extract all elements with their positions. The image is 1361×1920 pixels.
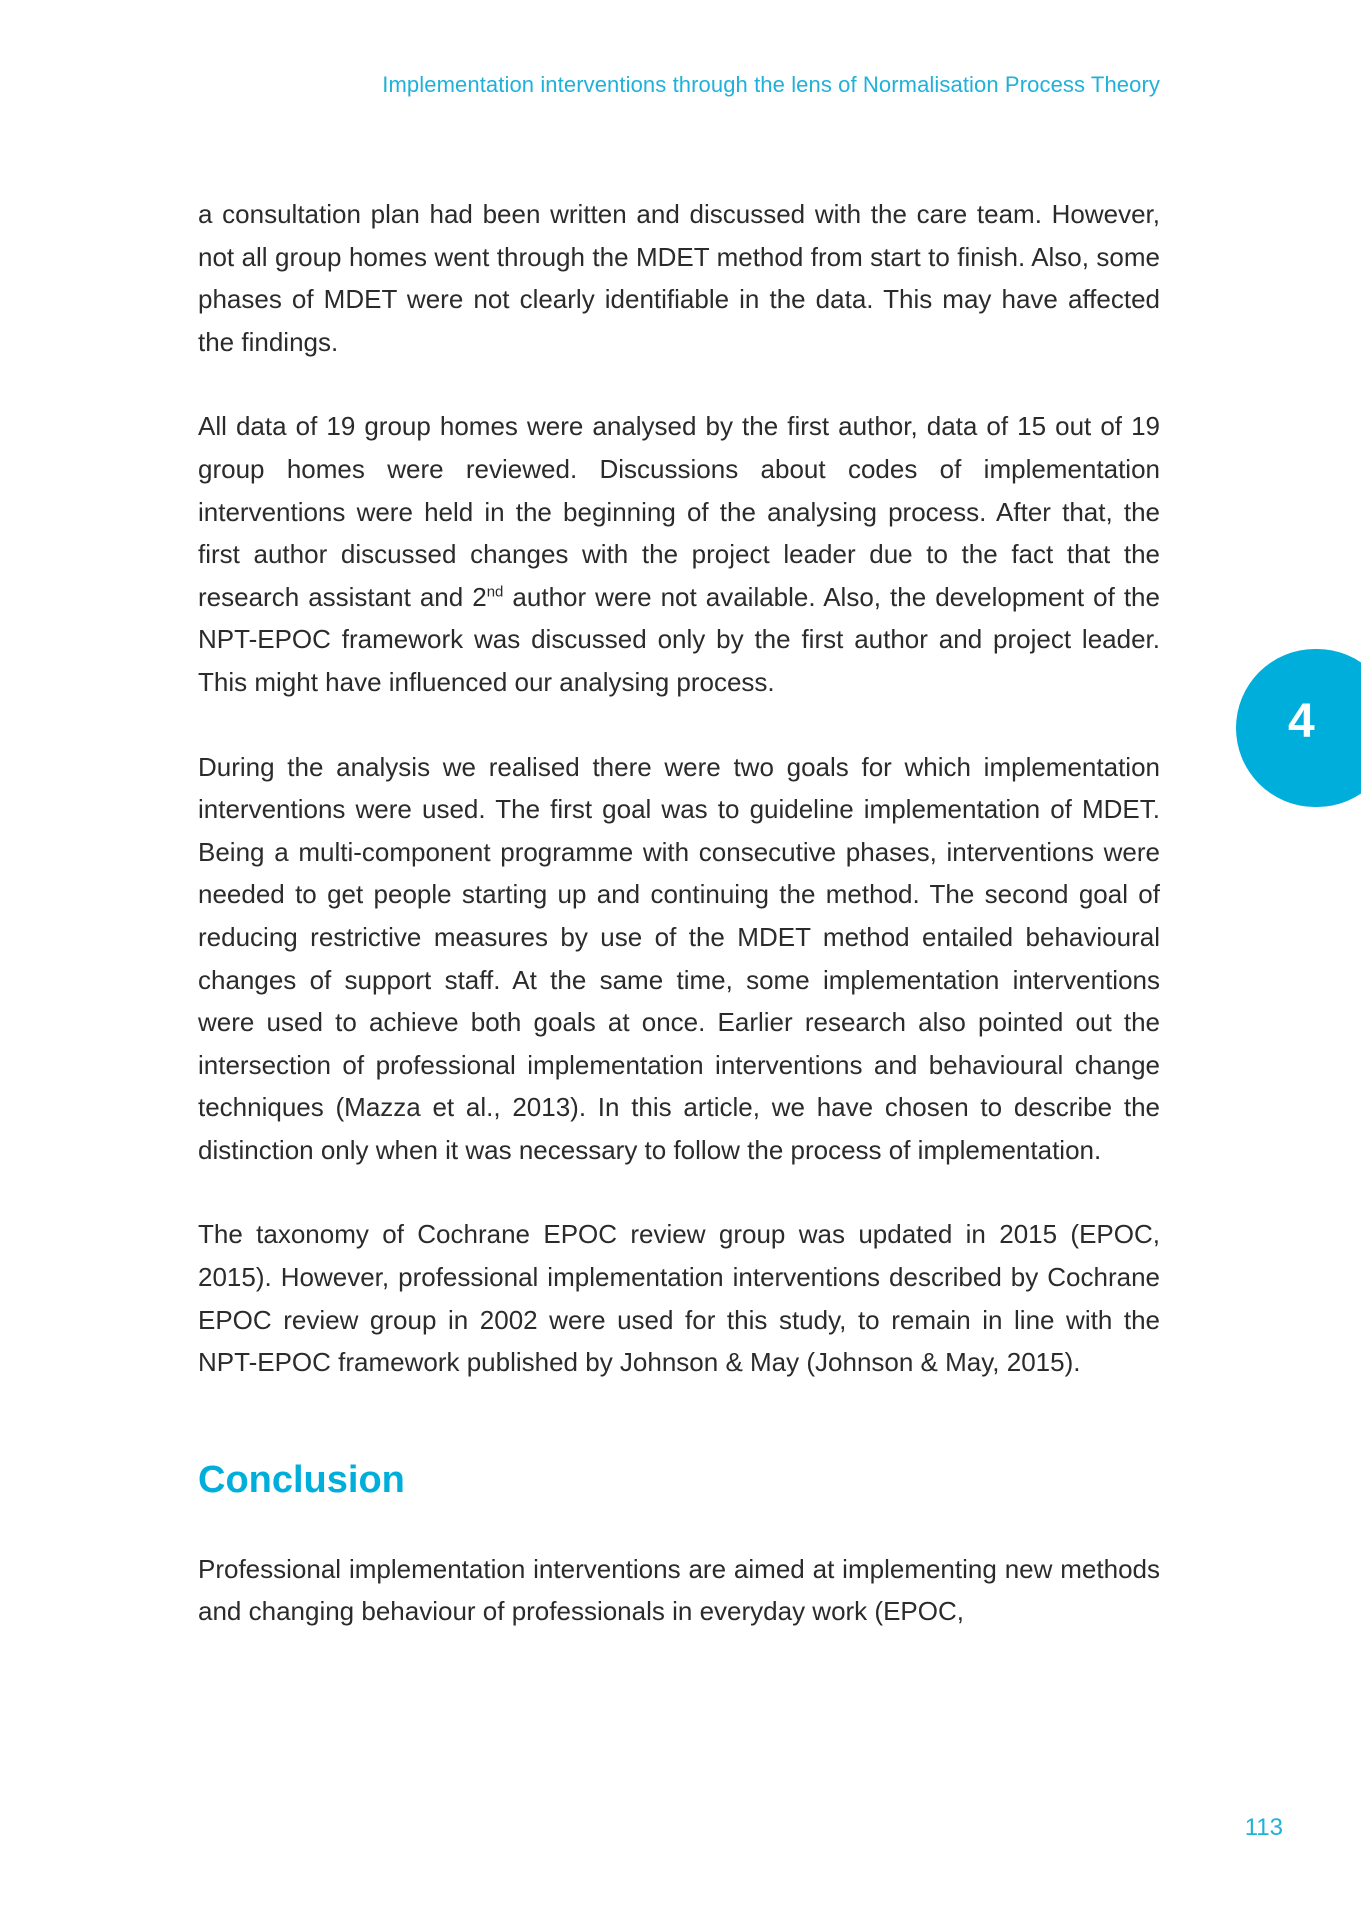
- section-heading-conclusion: Conclusion: [198, 1458, 405, 1501]
- article-body: [198, 193, 1160, 1675]
- chapter-tab: [1236, 649, 1361, 807]
- paragraph-text: All data of 19 group homes were analysed by the first author, data of 15 out of 19 group homes were reviewed. Discussions about codes of implementation interventions were held in the beginning of the analysing process. After that, the first author discussed changes with the project leader due to the fact that the research assistant and 2: [198, 411, 1160, 612]
- paragraph-data-analysis: [198, 405, 1160, 703]
- paragraph-text: author were not available. Also, the development of the NPT-EPOC framework was discussed only by the first author and project leader. This might have influenced our analysing process.: [198, 581, 1160, 697]
- running-header: Implementation interventions through the lens of Normalisation Process Theory: [382, 72, 1160, 97]
- paragraph-limitations-findings: a consultation plan had been written and discussed with the care team. However, not all group homes went through the MDET method from start to finish. Also, some phases of MDET were not clearly identifiable in the data. This may have affected the findings.: [198, 199, 1160, 357]
- paragraph-epoc-taxonomy: The taxonomy of Cochrane EPOC review group was updated in 2015 (EPOC, 2015). However, professional implementation interventions described by Cochrane EPOC review group in 2002 were used for this study, to remain in line with the NPT-EPOC framework published by Johnson & May (Johnson & May, 2015).: [198, 1219, 1160, 1378]
- page-number: 113: [1244, 1814, 1283, 1841]
- chapter-number: 4: [1288, 695, 1315, 748]
- paragraph-two-goals: During the analysis we realised there were two goals for which implementation interventions were used. The first goal was to guideline implementation of MDET. Being a multi-component programme with consecutive phases, interventions were needed to get people starting up and continuing the method. The second goal of reducing restrictive measures by use of the MDET method entailed behavioural changes of support staff. At the same time, some implementation interventions were used to achieve both goals at once. Earlier research also pointed out the intersection of professional implementation interventions and behavioural change techniques (Mazza et al., 2013). In this article, we have chosen to describe the distinction only when it was necessary to follow the process of implementation.: [198, 751, 1160, 1165]
- paragraph-conclusion-intro: Professional implementation interventions are aimed at implementing new methods and changing behaviour of professionals in everyday work (EPOC,: [198, 1553, 1160, 1627]
- ordinal-superscript: nd: [486, 583, 504, 601]
